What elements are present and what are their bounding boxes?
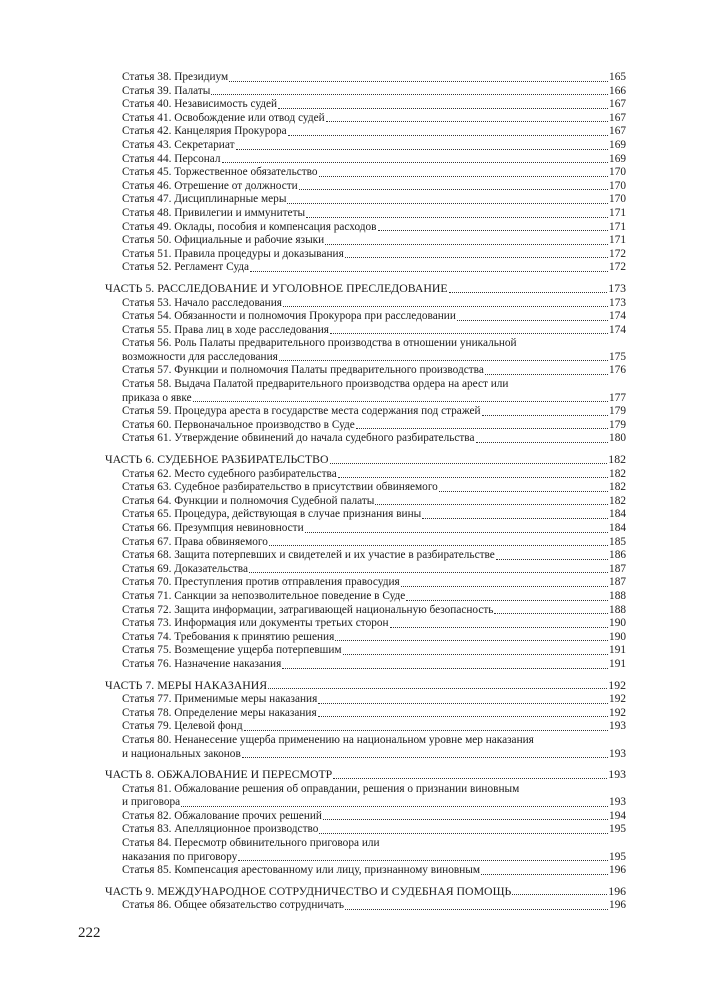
dot-leader (193, 401, 608, 402)
toc-entry (105, 734, 626, 748)
toc-part-heading (105, 453, 626, 467)
toc-entry-title: Статья 63. Судебное разбирательство в присутствии обвиняемого (122, 481, 438, 494)
toc-entry-page: 171 (609, 220, 626, 233)
toc-entry (105, 419, 626, 433)
toc-entry-page: 182 (609, 481, 626, 494)
toc-entry-title: Статья 46. Отрешение от должности (122, 179, 298, 192)
toc-entry-page: 191 (609, 644, 626, 657)
dot-leader (390, 627, 608, 628)
toc-entry-title: Статья 76. Назначение наказания (122, 657, 282, 670)
toc-entry (105, 590, 626, 604)
toc-entry (105, 658, 626, 672)
toc-entry-title: Статья 58. Выдача Палатой предварительного производства ордера на арест или (122, 378, 509, 391)
toc-entry-page: 170 (609, 166, 626, 179)
toc-entry-page: 175 (609, 350, 626, 363)
toc-entry (105, 495, 626, 509)
dot-leader (485, 374, 608, 375)
toc-entry-title: возможности для расследования (122, 350, 278, 363)
toc-entry (105, 392, 626, 406)
dot-leader (318, 703, 608, 704)
toc-entry-page: 192 (608, 677, 626, 692)
toc-entry-title: ЧАСТЬ 8. ОБЖАЛОВАНИЕ И ПЕРЕСМОТР (105, 767, 333, 782)
dot-leader (439, 491, 608, 492)
toc-entry-page: 179 (609, 405, 626, 418)
toc-entry-page: 174 (609, 323, 626, 336)
toc-entry-title: ЧАСТЬ 5. РАССЛЕДОВАНИЕ И УГОЛОВНОЕ ПРЕСЛЕДОВАНИЕ (105, 280, 448, 295)
toc-entry-title: Статья 54. Обязанности и полномочия Прокурора при расследовании (122, 310, 456, 323)
toc-entry-page: 180 (609, 432, 626, 445)
toc-entry-title: Статья 67. Права обвиняемого (122, 535, 268, 548)
toc-entry-title: Статья 57. Функции и полномочия Палаты предварительного производства (122, 364, 484, 377)
toc-entry-title: Статья 66. Презумпция невиновности (122, 522, 304, 534)
toc-entry-title: Статья 43. Секретариат (122, 138, 235, 151)
toc-entry-title: Статья 48. Привилегии и иммунитеты (122, 206, 306, 219)
toc-entry-title: Статья 70. Преступления против отправления правосудия (122, 576, 400, 589)
toc-entry (105, 248, 626, 262)
table-of-contents (105, 71, 626, 913)
toc-entry-title: Статья 74. Требования к принятию решения (122, 630, 335, 643)
toc-entry (105, 693, 626, 707)
toc-entry (105, 899, 626, 913)
dot-leader (494, 613, 608, 614)
toc-entry (105, 125, 626, 139)
toc-entry (105, 522, 626, 536)
toc-entry-page: 187 (609, 576, 626, 589)
toc-entry-title: ЧАСТЬ 9. МЕЖДУНАРОДНОЕ СОТРУДНИЧЕСТВО И СУДЕБНАЯ ПОМОЩЬ (105, 883, 512, 898)
toc-entry-page: 187 (609, 562, 626, 575)
toc-entry (105, 71, 626, 85)
dot-leader (299, 189, 608, 190)
toc-entry-page: 184 (609, 508, 626, 521)
toc-entry (105, 481, 626, 495)
toc-entry-page: 184 (609, 522, 626, 534)
toc-entry (105, 432, 626, 446)
toc-entry-page: 194 (609, 809, 626, 822)
dot-leader (222, 162, 609, 163)
dot-leader (305, 532, 608, 533)
dot-leader (236, 149, 609, 150)
dot-leader (326, 121, 608, 122)
toc-entry-title: Статья 52. Регламент Суда (122, 261, 250, 274)
toc-entry (105, 139, 626, 153)
toc-entry-page: 190 (609, 617, 626, 630)
dot-leader (287, 203, 608, 204)
toc-entry-title: Статья 45. Торжественное обязательство (122, 166, 318, 179)
toc-entry-title: Статья 41. Освобождение или отвод судей (122, 111, 325, 124)
toc-entry-title: приказа о явке (122, 391, 192, 404)
toc-entry-title: Статья 39. Палаты (122, 84, 211, 97)
toc-entry-title: ЧАСТЬ 7. МЕРЫ НАКАЗАНИЯ (105, 677, 268, 692)
toc-entry (105, 351, 626, 365)
toc-entry-title: Статья 78. Определение меры наказания (122, 706, 317, 719)
toc-entry-title: Статья 75. Возмещение ущерба потерпевшим (122, 644, 342, 657)
dot-leader (481, 874, 608, 875)
dot-leader (422, 518, 608, 519)
toc-entry-title: Статья 71. Санкции за непозволительное поведение в Суде (122, 589, 406, 602)
dot-leader (356, 428, 608, 429)
toc-entry-page: 192 (609, 706, 626, 719)
toc-entry (105, 604, 626, 618)
dot-leader (282, 668, 608, 669)
toc-entry (105, 810, 626, 824)
dot-leader (278, 108, 608, 109)
dot-leader (229, 81, 608, 82)
dot-leader (512, 894, 607, 895)
toc-entry-page: 170 (609, 179, 626, 192)
toc-entry-page: 167 (609, 98, 626, 111)
toc-entry (105, 783, 626, 797)
toc-entry-page: 188 (609, 589, 626, 602)
toc-entry (105, 85, 626, 99)
toc-entry-title: Статья 84. Пересмотр обвинительного приговора или (122, 837, 380, 850)
dot-leader (319, 833, 608, 834)
toc-entry-title: Статья 62. Место судебного разбирательства (122, 467, 337, 480)
toc-entry-page: 166 (609, 84, 626, 97)
dot-leader (406, 600, 608, 601)
toc-entry-title: Статья 53. Начало расследования (122, 296, 282, 309)
dot-leader (211, 94, 608, 95)
dot-leader (249, 572, 608, 573)
toc-entry-title: Статья 72. Защита информации, затрагивающей национальную безопасность (122, 603, 494, 616)
toc-entry (105, 576, 626, 590)
toc-entry-page: 170 (609, 193, 626, 206)
toc-entry (105, 549, 626, 563)
dot-leader (269, 545, 608, 546)
toc-part-heading (105, 768, 626, 782)
toc-entry-title: Статья 79. Целевой фонд (122, 720, 243, 733)
toc-entry-title: Статья 40. Независимость судей (122, 98, 278, 111)
toc-entry-title: Статья 38. Президиум (122, 71, 229, 83)
toc-entry-title: Статья 73. Информация или документы третьих сторон (122, 617, 389, 630)
dot-leader (244, 730, 608, 731)
toc-entry (105, 378, 626, 392)
dot-leader (401, 586, 608, 587)
toc-entry-title: Статья 51. Правила процедуры и доказывания (122, 247, 344, 260)
toc-entry (105, 851, 626, 865)
toc-entry (105, 234, 626, 248)
toc-entry-page: 190 (609, 630, 626, 643)
toc-entry-title: наказания по приговору (122, 850, 238, 863)
toc-entry-title: Статья 85. Компенсация арестованному или лицу, признанному виновным (122, 864, 480, 877)
toc-entry (105, 193, 626, 207)
toc-entry-title: Статья 83. Апелляционное производство (122, 823, 319, 836)
toc-entry-page: 196 (609, 864, 626, 877)
toc-entry-title: Статья 82. Обжалование прочих решений (122, 809, 322, 822)
toc-entry (105, 261, 626, 275)
toc-entry-page: 173 (608, 280, 626, 295)
toc-entry-page: 185 (609, 535, 626, 548)
toc-entry-page: 195 (609, 850, 626, 863)
toc-entry-page: 193 (609, 720, 626, 733)
toc-entry-page: 191 (609, 657, 626, 670)
dot-leader (288, 135, 608, 136)
toc-entry-page: 192 (609, 693, 626, 706)
toc-entry (105, 337, 626, 351)
toc-entry-title: Статья 60. Первоначальное производство в Суде (122, 418, 355, 431)
toc-entry-page: 193 (609, 747, 626, 760)
toc-entry-page: 176 (609, 364, 626, 377)
page-number: 222 (78, 925, 101, 941)
dot-leader (330, 333, 608, 334)
dot-leader (378, 230, 609, 231)
toc-entry (105, 221, 626, 235)
toc-entry-title: Статья 56. Роль Палаты предварительного производства в отношении уникальной (122, 337, 517, 350)
toc-entry-page: 172 (609, 261, 626, 274)
toc-entry-title: Статья 86. Общее обязательство сотрудничать (122, 899, 344, 912)
dot-leader (306, 217, 608, 218)
toc-entry-page: 193 (608, 767, 626, 782)
dot-leader (338, 477, 608, 478)
dot-leader (345, 909, 608, 910)
toc-entry-title: Статья 80. Ненанесение ущерба применению на национальном уровне мер наказания (122, 733, 534, 746)
toc-entry (105, 112, 626, 126)
toc-entry (105, 707, 626, 721)
toc-entry (105, 617, 626, 631)
toc-entry (105, 310, 626, 324)
toc-entry-page: 177 (609, 391, 626, 404)
toc-entry-page: 167 (609, 111, 626, 124)
toc-part-heading (105, 885, 626, 899)
toc-entry-title: Статья 64. Функции и полномочия Судебной палаты (122, 494, 375, 507)
toc-entry (105, 644, 626, 658)
toc-entry-title: Статья 68. Защита потерпевших и свидетелей и их участие в разбирательстве (122, 549, 495, 562)
dot-leader (335, 640, 608, 641)
dot-leader (375, 504, 608, 505)
toc-entry-page: 169 (609, 152, 626, 165)
toc-entry (105, 563, 626, 577)
toc-entry-page: 193 (609, 796, 626, 809)
toc-entry (105, 508, 626, 522)
dot-leader (333, 778, 607, 779)
toc-entry (105, 153, 626, 167)
dot-leader (457, 320, 608, 321)
toc-entry-title: ЧАСТЬ 6. СУДЕБНОЕ РАЗБИРАТЕЛЬСТВО (105, 452, 329, 467)
toc-entry (105, 166, 626, 180)
dot-leader (242, 757, 608, 758)
dot-leader (343, 654, 608, 655)
toc-part-heading (105, 282, 626, 296)
dot-leader (323, 819, 608, 820)
toc-entry-title: Статья 44. Персонал (122, 152, 221, 165)
toc-entry-page: 171 (609, 206, 626, 219)
dot-leader (283, 306, 608, 307)
toc-entry-title: Статья 47. Дисциплинарные меры (122, 193, 287, 206)
toc-entry-page: 169 (609, 138, 626, 151)
dot-leader (319, 176, 608, 177)
dot-leader (482, 415, 609, 416)
toc-entry-page: 182 (608, 452, 626, 467)
dot-leader (318, 716, 608, 717)
dot-leader (476, 442, 609, 443)
dot-leader (279, 360, 608, 361)
toc-entry (105, 324, 626, 338)
toc-entry (105, 837, 626, 851)
toc-entry-page: 196 (609, 899, 626, 912)
toc-entry-title: и приговора (122, 796, 181, 809)
toc-entry-page: 196 (608, 883, 626, 898)
toc-entry-page: 188 (609, 603, 626, 616)
dot-leader (181, 806, 608, 807)
toc-entry (105, 748, 626, 762)
toc-entry-title: Статья 69. Доказательства (122, 562, 248, 575)
toc-entry-page: 174 (609, 310, 626, 323)
toc-entry (105, 405, 626, 419)
toc-entry (105, 297, 626, 311)
toc-entry-title: Статья 61. Утверждение обвинений до начала судебного разбирательства (122, 432, 475, 445)
toc-entry (105, 536, 626, 550)
dot-leader (268, 688, 607, 689)
dot-leader (345, 257, 608, 258)
toc-entry (105, 207, 626, 221)
toc-entry-page: 165 (609, 71, 626, 83)
toc-entry-page: 173 (609, 296, 626, 309)
toc-entry-page: 171 (609, 234, 626, 247)
toc-entry (105, 180, 626, 194)
toc-entry (105, 631, 626, 645)
toc-entry-title: Статья 55. Права лиц в ходе расследования (122, 323, 329, 336)
toc-entry-page: 186 (609, 549, 626, 562)
toc-entry-page: 182 (609, 467, 626, 480)
toc-entry (105, 864, 626, 878)
toc-entry-title: Статья 65. Процедура, действующая в случае признания вины (122, 508, 422, 521)
dot-leader (250, 271, 608, 272)
toc-entry (105, 720, 626, 734)
dot-leader (496, 559, 608, 560)
toc-entry-title: Статья 59. Процедура ареста в государстве места содержания под стражей (122, 405, 481, 418)
dot-leader (325, 244, 608, 245)
toc-entry (105, 468, 626, 482)
toc-entry (105, 364, 626, 378)
toc-entry (105, 796, 626, 810)
toc-entry-title: Статья 50. Официальные и рабочие языки (122, 234, 325, 247)
toc-entry-page: 195 (609, 823, 626, 836)
toc-entry (105, 823, 626, 837)
dot-leader (238, 860, 608, 861)
toc-entry-page: 182 (609, 494, 626, 507)
toc-entry-page: 172 (609, 247, 626, 260)
dot-leader (330, 463, 608, 464)
dot-leader (449, 292, 608, 293)
toc-entry-title: Статья 81. Обжалование решения об оправдании, решения о признании виновным (122, 782, 520, 795)
toc-entry-title: Статья 42. Канцелярия Прокурора (122, 125, 287, 138)
toc-part-heading (105, 679, 626, 693)
toc-entry (105, 98, 626, 112)
toc-entry-title: Статья 49. Оклады, пособия и компенсация расходов (122, 220, 377, 233)
toc-entry-page: 167 (609, 125, 626, 138)
toc-entry-title: Статья 77. Применимые меры наказания (122, 693, 318, 706)
toc-entry-title: и национальных законов (122, 747, 241, 760)
toc-entry-page: 179 (609, 418, 626, 431)
